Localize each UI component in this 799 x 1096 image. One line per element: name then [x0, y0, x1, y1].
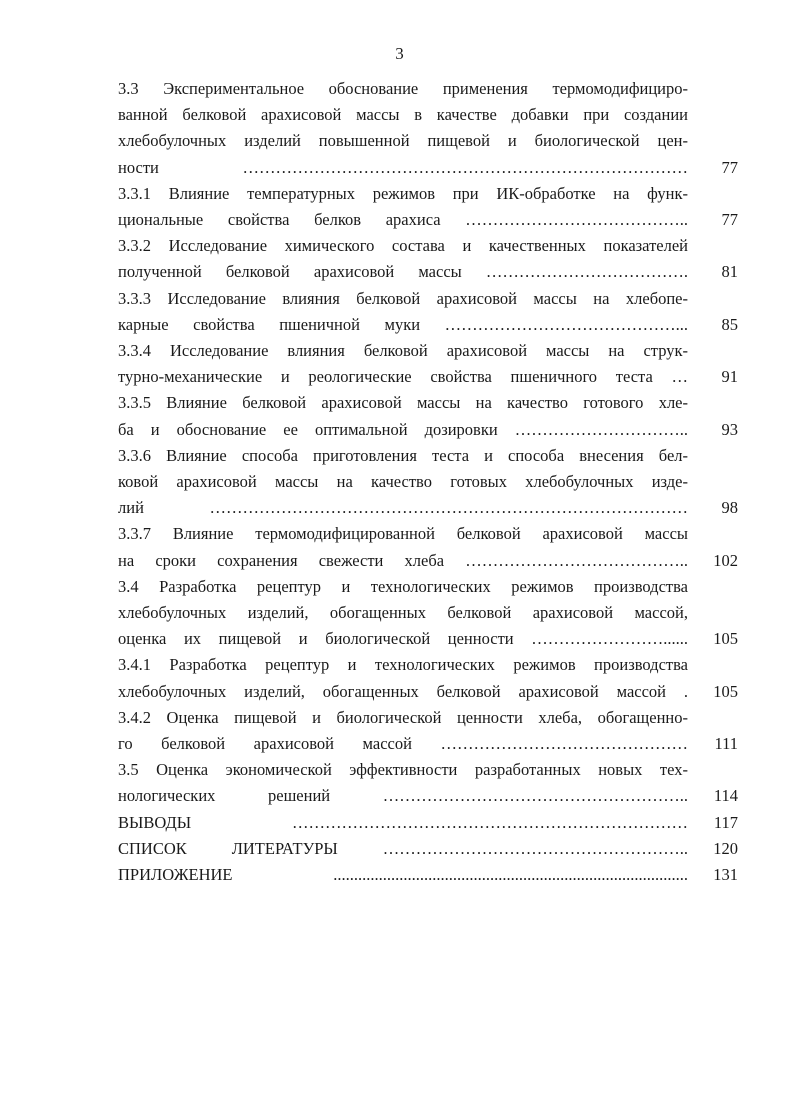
toc-entry-text-line: 3.3.6 Влияние способа приготовления теста и способа внесения бел-	[118, 445, 688, 465]
toc-entry-page-number: 81	[721, 262, 738, 282]
toc-entry-page-number: 77	[721, 210, 738, 230]
toc-entry-page-number: 114	[713, 786, 738, 806]
toc-entry-text-line: го белковой арахисовой массой ………………………………………	[118, 734, 688, 754]
toc-entry-text-line: 3.3 Экспериментальное обоснование применения термомодифициро-	[118, 79, 688, 98]
toc-entry-page-number: 93	[721, 419, 738, 439]
toc-entry-text-line: карные свойства пшеничной муки ……………………………………...	[118, 314, 688, 334]
toc-entry-text-line: турно-механические и реологические свойства пшеничного теста …	[118, 367, 688, 387]
toc-entry-page-number: 120	[713, 838, 738, 858]
toc-entry	[118, 757, 738, 809]
toc-entry-text-line: оценка их пищевой и биологической ценности ……………………......	[118, 629, 688, 649]
toc-entry-text-line: лий ……………………………………………………………………………	[118, 498, 688, 518]
toc-entry-text-line: ба и обоснование ее оптимальной дозировки …………………………..	[118, 419, 688, 439]
toc-entry-text-line: ПРИЛОЖЕНИЕ ......................................................................................	[118, 865, 688, 885]
toc-entry	[118, 233, 738, 285]
toc-entry-page-number: 111	[714, 734, 738, 754]
toc-entry-text-line: 3.5 Оценка экономической эффективности разработанных новых тех-	[118, 760, 688, 780]
toc-entry-page-number: 105	[713, 681, 738, 701]
toc-entry	[118, 862, 738, 888]
toc-entry	[118, 76, 738, 181]
toc-entry	[118, 836, 738, 862]
toc-entry-text-line: 3.4.2 Оценка пищевой и биологической ценности хлеба, обогащенно-	[118, 707, 688, 727]
toc-entry	[118, 810, 738, 836]
toc-entry-text-line: 3.3.5 Влияние белковой арахисовой массы на качество готового хле-	[118, 393, 688, 413]
table-of-contents	[118, 76, 738, 888]
toc-entry	[118, 286, 738, 338]
toc-entry	[118, 338, 738, 390]
toc-entry-text-line: ВЫВОДЫ ………………………………………………………………	[118, 812, 688, 832]
toc-entry-text-line: хлебобулочных изделий, обогащенных белковой арахисовой массой .	[118, 681, 688, 701]
toc-entry-text-line: нологических решений ………………………………………………..	[118, 786, 688, 806]
toc-entry-text-line: ности ………………………………………………………………………	[118, 157, 688, 177]
toc-entry	[118, 652, 738, 704]
toc-entry-text-line: ванной белковой арахисовой массы в качестве добавки при создании	[118, 105, 688, 125]
toc-entry	[118, 443, 738, 522]
toc-entry-text-line: на сроки сохранения свежести хлеба …………………………………..	[118, 550, 688, 570]
toc-entry-page-number: 102	[713, 550, 738, 570]
toc-entry-page-number: 85	[721, 314, 738, 334]
toc-entry-text-line: хлебобулочных изделий, обогащенных белковой арахисовой массой,	[118, 603, 688, 623]
toc-entry-text-line: СПИСОК ЛИТЕРАТУРЫ ………………………………………………..	[118, 838, 688, 858]
toc-entry-text-line: ковой арахисовой массы на качество готовых хлебобулочных изде-	[118, 472, 688, 492]
toc-entry-text-line: 3.3.2 Исследование химического состава и качественных показателей	[118, 236, 688, 256]
toc-entry-text-line: 3.4 Разработка рецептур и технологических режимов производства	[118, 576, 688, 596]
toc-entry-text-line: 3.3.1 Влияние температурных режимов при ИК-обработке на функ-	[118, 183, 688, 203]
toc-entry-page-number: 91	[721, 367, 738, 387]
toc-entry-text-line: 3.3.4 Исследование влияния белковой арахисовой массы на струк-	[118, 341, 688, 361]
toc-entry-text-line: 3.4.1 Разработка рецептур и технологических режимов производства	[118, 655, 688, 675]
toc-entry	[118, 521, 738, 573]
toc-entry-text-line: 3.3.3 Исследование влияния белковой арахисовой массы на хлебопе-	[118, 288, 688, 308]
toc-entry-text-line: полученной белковой арахисовой массы ……………………………….	[118, 262, 688, 282]
toc-entry	[118, 574, 738, 653]
toc-entry	[118, 390, 738, 442]
toc-entry-text-line: 3.3.7 Влияние термомодифицированной белковой арахисовой массы	[118, 524, 688, 544]
toc-entry-text-line: циональные свойства белков арахиса …………………………………..	[118, 210, 688, 230]
toc-entry-page-number: 77	[721, 157, 738, 177]
toc-entry-page-number: 131	[713, 865, 738, 885]
toc-entry-page-number: 105	[713, 629, 738, 649]
toc-entry-text-line: хлебобулочных изделий повышенной пищевой и биологической цен-	[118, 131, 688, 151]
page-number: 3	[395, 44, 404, 63]
toc-entry-page-number: 117	[713, 812, 738, 832]
toc-entry-page-number: 98	[721, 498, 738, 518]
toc-entry	[118, 705, 738, 757]
toc-entry	[118, 181, 738, 233]
